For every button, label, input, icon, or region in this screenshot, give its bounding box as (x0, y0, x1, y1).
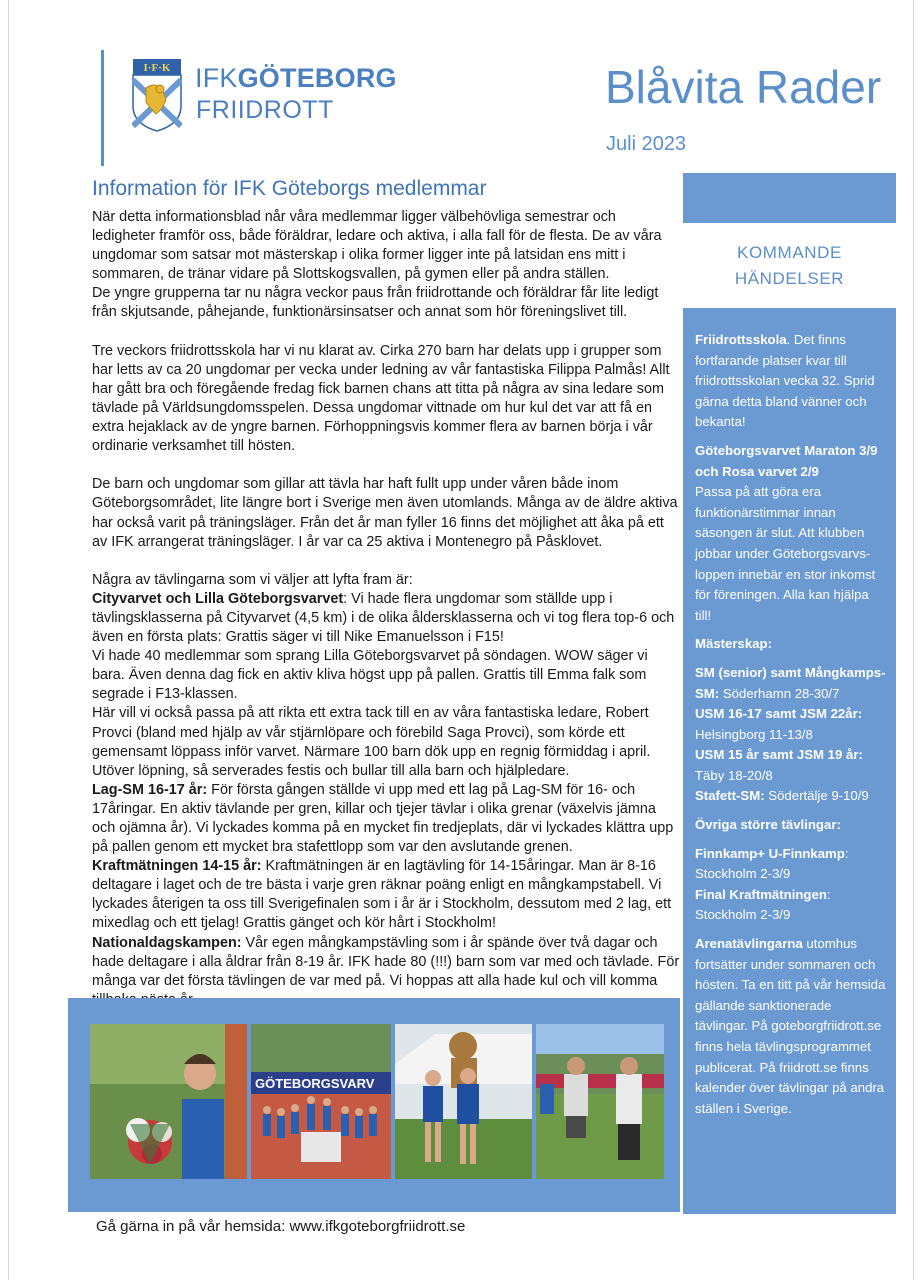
issue-date: Juli 2023 (606, 133, 687, 155)
paragraph: De barn och ungdomar som gillar att tävla har haft fullt upp under våren både inom Göteborgsområdet, lite längre bort i Sverige men även utomlands. Många av de äldre aktiva har också varit på träningsläger. Från det år man fyller 16 finns det möjlighet att åka på ett av IFK arrangerat träningsläger. I år var ca 25 aktiva i Montenegro på Påsklovet. (92, 476, 678, 550)
paragraph: Kraftmätningen 14-15 år: Kraftmätningen är en lagtävling för 14-15åringar. Man är 8-16 deltagare i laget och de tre bästa i varje gren räknar poäng enligt en mångkampstabell. Vi lyckades återigen ta oss till Sverigefinalen som i år är i Stockholm, dessutom med 2 lag, ett mixedlag och ett tjelag! Grattis gänget och kör hårt i Stockholm! (92, 858, 672, 932)
article-body (92, 208, 682, 1010)
article-heading: Information för IFK Göteborgs medlemmar (92, 177, 487, 200)
event-item: Arenatävlingarna utomhus fortsätter under sommaren och hösten. Ta en titt på vår hemsida gällande sanktionerade tävlingar. På goteborgfriidrott.se finns hela tävlingsprogrammet publicerat. På friidrott.se finns kalender över tävlingar på andra ställen i Sverige. (695, 936, 886, 1116)
section-label: Kraftmätningen 14-15 år: (92, 858, 262, 875)
paragraph: Cityvarvet och Lilla Göteborgsvarvet: Vi hade flera ungdomar som ställde upp i tävlingsklasserna på Cityvarvet (4,5 km) i de olika åldersklasserna och vi tog flera top-6 och även en första plats: Grattis säger vi till Nike Emanuelsson i F15! (92, 590, 675, 646)
photo-team-on-podium (251, 1024, 391, 1179)
photo-strip (68, 998, 680, 1212)
sidebar-top-bar (683, 173, 896, 223)
event-item: SM (senior) samt Mångkamps-SM: Söderhamn 28-30/7 (695, 664, 886, 701)
section-label: Övriga större tävlingar: (695, 817, 841, 833)
upcoming-events-panel (683, 308, 896, 1214)
header-divider (101, 50, 104, 166)
event-item: Friidrottsskola. Det finns fortfarande platser kvar till friidrottsskolan vecka 32. Sprid gärna detta bland vänner och bekanta! (695, 332, 875, 430)
brand-subtitle: FRIIDROTT (196, 96, 334, 124)
svg-text:GÖTEBORGSVARV: GÖTEBORGSVARV (255, 1076, 375, 1091)
event-item: Stafett-SM: Södertälje 9-10/9 (695, 788, 869, 804)
event-item: Göteborgsvarvet Maraton 3/9 och Rosa varvet 2/9 Passa på att göra era funktionärstimmar innan säsongen är slut. Att klubben jobbar under Göteborgsvarvs-loppen innebär en stor inkomst för föreningen. Alla kan hjälpa till! (695, 442, 878, 623)
event-item: Final Kraftmätningen: Stockholm 2-3/9 (695, 886, 831, 923)
event-item: USM 15 år samt JSM 19 år: Täby 18-20/8 (695, 747, 863, 783)
website-footer: Gå gärna in på vår hemsida: www.ifkgoteborgfriidrott.se (96, 1218, 466, 1235)
paragraph: Vi hade 40 medlemmar som sprang Lilla Göteborgsvarvet på söndagen. WOW säger vi bara. Även denna dag fick en aktiv kliva högst upp på pallen. Grattis till Emma falk som segrade i F13-klassen. (92, 648, 648, 703)
section-label: Mästerskap: (695, 636, 772, 652)
paragraph: När detta informationsblad når våra medlemmar ligger välbehövliga semestrar och ledigheter framför oss, både föräldrar, ledare och aktiva, i alla fall för de flesta. De av våra ungdomar som satsar mot mästerskap i olika former ligger inte på latsidan ens mitt i sommaren, de tränar vidare på Slottskogsvallen, på gymen eller på andra ställen. (92, 209, 662, 283)
paragraph: Tre veckors friidrottsskola har vi nu klarat av. Cirka 270 barn har delats upp i grupper som har letts av ca 20 ungdomar per vecka under ledning av vår fantastiska Filippa Palmås! Allt har gått bra och föregående fredag fick barnen chans att titta på några av sina ledare som tävlade på Världsungdomsspelen. Dessa ungdomar vittnade om hur kul det var att få en extra hejaklack av de yngre barnen. Förhoppningsvis kommer flera av barnen börja i vår ordinarie verksamhet till hösten. (92, 342, 670, 455)
paragraph: De yngre grupperna tar nu några veckor paus från friidrottande och föräldrar får lite ledigt från skjutsande, påhejande, funktionärsinsatser och annat som hör föreningslivet till. (92, 285, 659, 321)
svg-text:I·F·K: I·F·K (143, 62, 171, 74)
paragraph: Här vill vi också passa på att rikta ett extra tack till en av våra fantastiska ledare, Robert Provci (bland med hjälp av vår stjärnlöpare och förebild Saga Provci), som körde ett gemensamt löppass inför varvet. Närmare 100 barn dök upp en regnig förmiddag i april. Utöver löpning, så serverades festis och bullar till alla barn och hjälpledare. (92, 705, 651, 779)
newsletter-title: Blåvita Rader (605, 61, 882, 113)
section-label: Lag-SM 16-17 år: (92, 781, 208, 798)
photo-leaders-at-race (536, 1024, 664, 1179)
section-label: Cityvarvet och Lilla Göteborgsvarvet (92, 590, 344, 607)
paragraph: Lag-SM 16-17 år: För första gången ställde vi upp med ett lag på Lag-SM för 16- och 17åringar. En aktiv tävlande per gren, killar och tjejer tävlar i olika grenar (växelvis jämna och ojämna år). Vi lyckades komma på en mycket fin tredjeplats, där vi lyckades klättra upp på pallen genom ett mycket bra stafettlopp som var den avslutande grenen. (92, 781, 674, 856)
photo-kids-with-mascot (395, 1024, 532, 1179)
section-label: Nationaldagskampen: (92, 934, 242, 951)
photo-athlete-with-flowers (90, 1024, 247, 1179)
paragraph: Nationaldagskampen: Vår egen mångkampstävling som i år spände över två dagar och hade deltagare i alla åldrar från 8-19 år. IFK hade 80 (!!!) barn som var med och tävlade. För många var det första tävlingen de var med på. Vi hoppas att alla hade kul och vill komma (92, 934, 680, 989)
brand-name: IFKGÖTEBORG (195, 63, 397, 93)
ifk-crest-logo (132, 58, 182, 132)
sidebar-heading: KOMMANDE HÄNDELSER (734, 243, 845, 288)
event-item: USM 16-17 samt JSM 22år: Helsingborg 11-13/8 (695, 706, 863, 742)
paragraph: Några av tävlingarna som vi väljer att lyfta fram är: (92, 571, 413, 588)
event-item: Finnkamp+ U-Finnkamp: Stockholm 2-3/9 (695, 845, 849, 882)
